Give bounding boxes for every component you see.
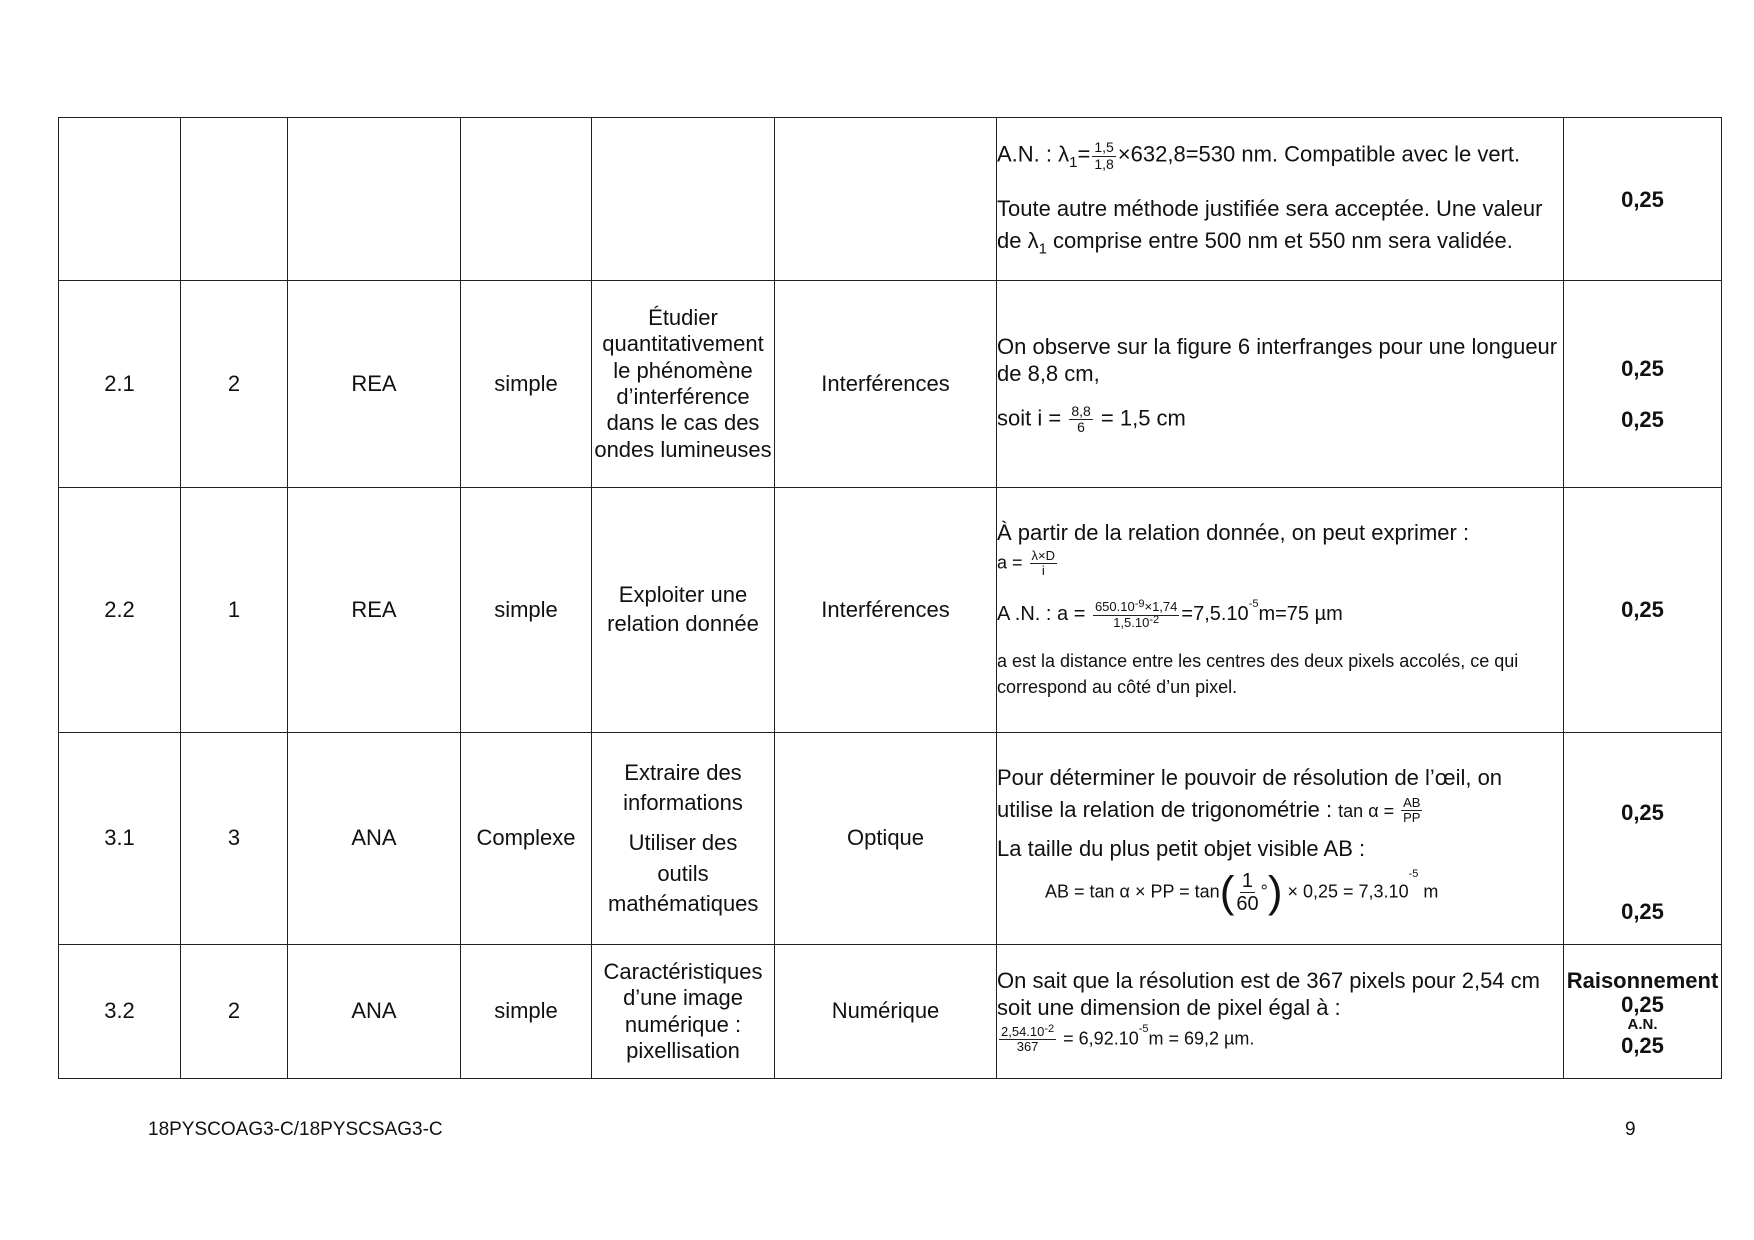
smallest-object-text: La taille du plus petit objet visible AB : — [997, 835, 1366, 861]
competence-cell — [288, 118, 461, 281]
table-row — [59, 945, 1722, 1079]
resolution-text: On sait que la résolution est de 367 pixels pour 2,54 cm soit une dimension de pixel égal à : — [997, 968, 1540, 1020]
marking-scheme-table — [58, 117, 1722, 1079]
theme-cell: Interférences — [775, 488, 997, 733]
answer-cell — [997, 945, 1564, 1079]
skill-cell — [592, 733, 775, 945]
answer-cell — [997, 488, 1564, 733]
difficulty-cell: simple — [461, 945, 592, 1079]
observation-text: On observe sur la figure 6 interfranges pour une longueur de 8,8 cm, — [997, 333, 1558, 387]
a-formula: a = $\frac{\lambda\times D}{i}$ — [997, 547, 1056, 579]
difficulty-cell: Complexe — [461, 733, 592, 945]
score-value: 0,25 — [1621, 407, 1664, 432]
pixel-note: a est la distance entre les centres des deux pixels accolés, ce qui correspond au côté d’un pixel. — [997, 650, 1519, 697]
score-value: 0,25 — [1621, 356, 1664, 382]
competence-cell: ANA — [288, 733, 461, 945]
difficulty-cell: simple — [461, 488, 592, 733]
answer-cell — [997, 118, 1564, 281]
trig-relation: Pour déterminer le pouvoir de résolution de l’œil, on utilise la relation de trigonométrie : tan α = $\frac{AB}{PP}$ — [997, 764, 1503, 826]
skill-cell: Étudier quantitativement le phénomène d’interférence dans le cas des ondes lumineuses — [592, 281, 775, 488]
theme-cell: Optique — [775, 733, 997, 945]
skill-cell: Caractéristiques d’une image numérique : pixellisation — [592, 945, 775, 1079]
score-value: 0,25 — [1621, 992, 1664, 1018]
a-numeric-application: A .N. : a = $\frac{650.10^{-9}\times 1,74}{1,5.10^{-2}}$ $=7,5.10^{-5}m=75$ µm — [997, 598, 1343, 630]
score-cell — [1564, 488, 1722, 733]
score-value: 0,25 — [1621, 800, 1664, 826]
score-label-reasoning: Raisonnement — [1566, 967, 1719, 993]
table-row — [59, 118, 1722, 281]
table-row — [59, 281, 1722, 488]
relation-intro: À partir de la relation donnée, on peut exprimer : — [997, 519, 1470, 545]
skill-math-tools: Utiliser des outils mathématiques — [608, 830, 759, 917]
acceptance-note: Toute autre méthode justifiée sera acceptée. Une valeur de $\lambda_1$ comprise entre 500 nm et 550 nm sera validée. — [997, 195, 1543, 257]
score-cell — [1564, 118, 1722, 281]
question-cell: 2.2 — [59, 488, 181, 733]
question-cell: 3.1 — [59, 733, 181, 945]
answer-cell — [997, 733, 1564, 945]
difficulty-cell — [461, 118, 592, 281]
pixel-size-calculation: $\frac{2,54.10^{-2}}{367}$ = $6,92.10^{-5}m = 69,2$ µm. — [1001, 1023, 1255, 1055]
points-cell: 1 — [181, 488, 288, 733]
difficulty-cell: simple — [461, 281, 592, 488]
score-value: 0,25 — [1621, 186, 1664, 212]
numeric-application: A.N. : $\lambda_1=$ $\frac{1,5}{1,8}$ ×632,8=530 nm. Compatible avec le vert. — [997, 139, 1521, 172]
question-cell: 2.1 — [59, 281, 181, 488]
points-cell: 2 — [181, 281, 288, 488]
page-number: 9 — [1625, 1119, 1636, 1140]
skill-cell: Exploiter une relation donnée — [592, 488, 775, 733]
score-cell — [1564, 945, 1722, 1079]
competence-cell: ANA — [288, 945, 461, 1079]
score-label-an: A.N. — [1627, 1016, 1658, 1034]
competence-cell: REA — [288, 281, 461, 488]
table-row — [59, 488, 1722, 733]
question-cell — [59, 118, 181, 281]
document-code: 18PYSCOAG3-C/18PYSCSAG3-C — [148, 1119, 443, 1140]
skill-cell — [592, 118, 775, 281]
score-value: 0,25 — [1621, 899, 1664, 924]
competence-cell: REA — [288, 488, 461, 733]
score-value: 0,25 — [1621, 1032, 1664, 1058]
score-cell — [1564, 281, 1722, 488]
points-cell — [181, 118, 288, 281]
answer-cell — [997, 281, 1564, 488]
table-row — [59, 733, 1722, 945]
theme-cell: Numérique — [775, 945, 997, 1079]
theme-cell: Interférences — [775, 281, 997, 488]
theme-cell — [775, 118, 997, 281]
ab-calculation: AB = tan α × PP = tan( $\frac{1}{60}$ °) × $0,25 = 7,3.10^{-5}$ m — [1045, 867, 1439, 917]
points-cell: 2 — [181, 945, 288, 1079]
score-value: 0,25 — [1621, 596, 1664, 622]
interfringe-formula: soit i = $\frac{8,8}{6}$ = 1,5 cm — [997, 402, 1186, 435]
skill-extract: Extraire des informations — [623, 759, 743, 815]
score-cell — [1564, 733, 1722, 945]
question-cell: 3.2 — [59, 945, 181, 1079]
points-cell: 3 — [181, 733, 288, 945]
